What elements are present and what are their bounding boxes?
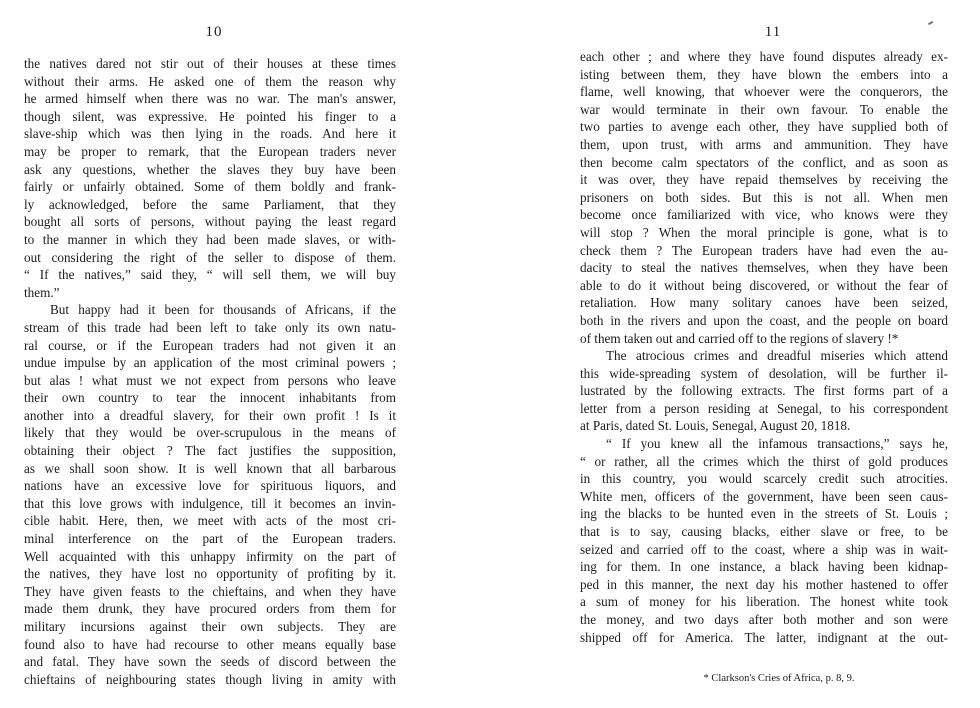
text-line: shipped off for America. The latter, indignant at the out- (580, 629, 948, 645)
text-line: “ or rather, all the crimes which the thirst of gold produces (580, 453, 948, 469)
text-line: The atrocious crimes and dreadful miseries which attend (606, 348, 948, 364)
text-line: bought all sorts of persons, without paying the least regard (24, 214, 396, 230)
text-line: two parties to avenge each other, they have supplied both of (580, 119, 948, 135)
left-page-text (24, 55, 396, 688)
text-line: retaliation. How many solitary canoes have been seized, (580, 295, 948, 311)
text-line: in this country, you would scarcely credit such atrocities. (580, 471, 948, 487)
page-number-left: 10 (205, 24, 223, 40)
text-line: that is to say, causing blacks, either slave or free, to be (580, 524, 948, 540)
text-line: ing the blacks to be hunted even in the streets of St. Louis ; (580, 506, 948, 522)
text-line: ask any questions, whether the slaves they buy have been (24, 161, 396, 177)
text-line: chieftains of neighbouring states though living in amity with (24, 671, 396, 687)
text-line: may be proper to remark, that the European traders never (24, 143, 396, 159)
text-line: letter from a person residing at Senegal, to his correspondent (580, 400, 948, 416)
text-line: the natives, they have lost no opportunity of profiting by it. (24, 566, 396, 582)
text-line: isting between them, they have blown the embers into a (580, 66, 948, 82)
text-line: and fatal. They have sown the seeds of discord between the (24, 654, 396, 670)
text-line: but alas ! what must we not expect from persons who leave (24, 372, 396, 388)
text-line: White men, officers of the government, have been seen caus- (580, 488, 948, 504)
text-line: stream of this trade had been left to take only its own natu- (24, 319, 396, 335)
text-line: another into a dreadful slavery, for their own profit ! Is it (24, 407, 396, 423)
text-line: them, upon trust, with arms and ammunition. They have (580, 136, 948, 152)
text-line: ing for them. In one instance, a black having been kidnap- (580, 559, 948, 575)
text-line: the natives dared not stir out of their houses at these times (24, 56, 396, 71)
text-line: nations have an excessive love for spirituous liquors, and (24, 478, 396, 494)
text-line: cible habit. Here, then, we meet with acts of the most cri- (24, 513, 396, 529)
text-line: check them ? The European traders have had even the au- (580, 242, 948, 258)
text-line: obtaining their object ? The fact justifies the supposition, (24, 443, 396, 459)
text-line: each other ; and where they have found disputes already ex- (580, 49, 948, 64)
text-line: But happy had it been for thousands of Africans, if the (50, 302, 396, 318)
text-line: them.” (24, 284, 60, 300)
text-line: ly acknowledged, before the same Parliament, that they (24, 196, 396, 212)
text-line: seized and carried off to the coast, where a ship was in wait- (580, 541, 948, 557)
text-line: prisoners on both sides. But this is not all. When men (580, 189, 948, 205)
text-line: it was over, they have repaid themselves by receiving the (580, 172, 948, 188)
text-line: without their arms. He asked one of them the reason why (24, 73, 396, 89)
text-line: “ If the natives,” said they, “ will sell them, we will buy (24, 267, 396, 283)
text-line: out considering the right of the seller to dispose of them. (24, 249, 396, 265)
text-line: both in the rivers and upon the coast, and the people on board (580, 312, 948, 328)
footnote: * Clarkson's Cries of Africa, p. 8, 9. (703, 673, 855, 684)
text-line: at Paris, dated St. Louis, Senegal, August 20, 1818. (580, 418, 851, 434)
text-line: war would terminate in their own favour. To enable the (580, 101, 948, 117)
text-line: made them drunk, they have procured orders from them for (24, 601, 396, 617)
text-line: They have given feasts to the chieftains, and when they have (24, 583, 396, 599)
text-line: military incursions against their own subjects. They are (24, 619, 396, 634)
text-line: become once familiarized with vice, who knows were they (580, 207, 948, 223)
text-line: likely that they would be over-scrupulous in the means of (24, 425, 396, 441)
text-line: a sum of money for his liberation. The honest white took (580, 594, 948, 610)
text-line: able to do it without being discovered, or without the fear of (580, 277, 948, 293)
left-page (24, 0, 396, 708)
text-line: will stop ? When the moral principle is gone, what is to (580, 224, 948, 240)
text-line: Well acquainted with this unhappy infirmity on the part of (24, 548, 396, 564)
text-line: dacity to steal the natives themselves, when they have been (580, 260, 948, 276)
text-line: fairly or unfairly obtained. Some of them boldly and frank- (24, 179, 396, 195)
text-line: lustrated by the following extracts. The first forms part of a (580, 383, 948, 399)
right-page-text (580, 48, 948, 646)
text-line: their own country to tear the innocent inhabitants from (24, 390, 396, 406)
text-line: he armed himself when there was no war. The man's answer, (24, 91, 396, 107)
text-line: undue impulse by an application of the most criminal powers ; (24, 355, 396, 371)
text-line: “ If you knew all the infamous transactions,” says he, (606, 436, 948, 452)
text-line: ral course, or if the European traders had not given it an (24, 337, 396, 353)
right-page (580, 0, 948, 708)
text-line: to the manner in which they had been made slaves, or with- (24, 231, 396, 247)
text-line: flame, well knowing, that whoever were the conquerors, the (580, 84, 948, 100)
text-line: that this love grows with indulgence, till it becomes an invin- (24, 495, 396, 511)
text-line: though silent, was expressive. He pointed his finger to a (24, 108, 396, 124)
text-line: found also to have had recourse to other means equally base (24, 636, 396, 652)
text-line: as we shall soon show. It is well known that all barbarous (24, 460, 396, 476)
page-number-right: 11 (764, 24, 782, 40)
text-line: then become calm spectators of the conflict, and as soon as (580, 154, 948, 170)
text-line: of them taken out and carried off to the regions of slavery !* (580, 330, 899, 346)
text-line: this wide-spreading system of desolation, will be further il- (580, 365, 948, 381)
text-line: minal interference on the part of the European traders. (24, 531, 396, 547)
text-line: slave-ship which was then lying in the roads. And here it (24, 126, 396, 142)
text-line: ped in this manner, the next day his mother hastened to offer (580, 576, 948, 592)
text-line: the money, and two days after both mother and son were (580, 612, 948, 627)
